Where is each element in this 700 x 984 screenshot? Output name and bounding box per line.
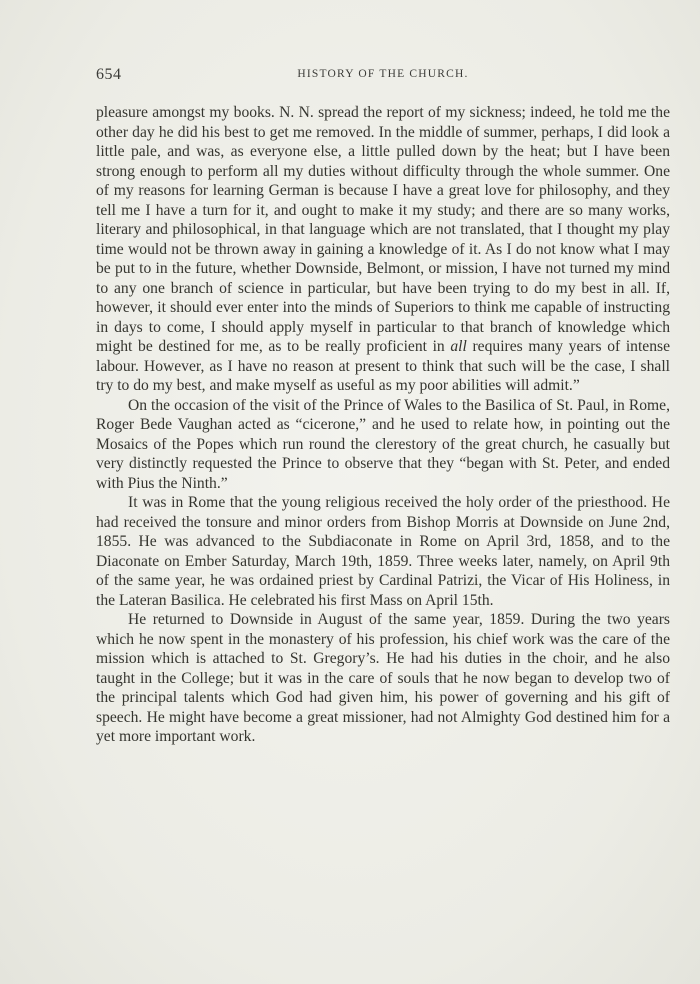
paragraph-4: He returned to Downside in August of the same year, 1859. During the two years which he now spent in the monastery of his profession, his chief work was the care of the mission which is attached to St. Gregory’s. He had his duties in the choir, and he also taught in the College; but it was in the care of souls that he now began to develop two of the principal talents which God had given him, his power of governing and his gift of speech. He might have become a great missioner, had not Almighty God destined him for a yet more important work. [96,611,670,745]
running-head: HISTORY OF THE CHURCH. [297,68,469,80]
paragraph-1 [96,103,670,396]
paragraph-1-text-a: pleasure amongst my books. N. N. spread the report of my sickness; indeed, he told me the other day he did his best to get me removed. In the middle of summer, perhaps, I did look a little pale, and was, as everyone else, a little pulled down by the heat; but I have been strong enough to perform all my duties without difficulty through the whole summer. One of my reasons for learning German is because I have a great love for philosophy, and they tell me I have a turn for it, and ought to make it my study; and there are so many works, literary and philosophical, in that language which are not translated, that I thought my play time would not be thrown away in gaining a knowledge of it. As I do not know what I may be put to in the future, whether Downside, Belmont, or mission, I have not turned my mind to any one branch of science in particular, but have been trying to do my best in all. If, however, it should ever enter into the minds of Superiors to think me capable of instructing in days to come, I should apply myself in particular to that branch of knowledge which might be destined for me, as to be really proficient in [96,104,670,355]
page-header [96,66,670,86]
paragraph-2: On the occasion of the visit of the Prince of Wales to the Basilica of St. Paul, in Rome, Roger Bede Vaughan acted as “cicerone,” and he used to relate how, in pointing out the Mosaics of the Popes which run round the clerestory of the great church, he casually but very distinctly requested the Prince to observe that they “began with St. Peter, and ended with Pius the Ninth.” [96,396,670,492]
paragraph-1-text-b: requires many years of intense labour. However, as I have no reason at present to think that such will be the case, I shall try to do my best, and make myself as useful as my poor abilities will admit.” [96,338,670,394]
page-number: 654 [96,66,122,83]
italic-word: all [450,338,467,355]
paragraph-3: It was in Rome that the young religious received the holy order of the priesthood. He had received the tonsure and minor orders from Bishop Morris at Downside on June 2nd, 1855. He was advanced to the Subdiaconate in Rome on April 3rd, 1858, and to the Diaconate on Ember Saturday, March 19th, 1859. Three weeks later, namely, on April 9th of the same year, he was ordained priest by Cardinal Patrizi, the Vicar of His Holiness, in the Lateran Basilica. He celebrated his first Mass on April 15th. [96,494,670,609]
body-text [96,103,670,747]
